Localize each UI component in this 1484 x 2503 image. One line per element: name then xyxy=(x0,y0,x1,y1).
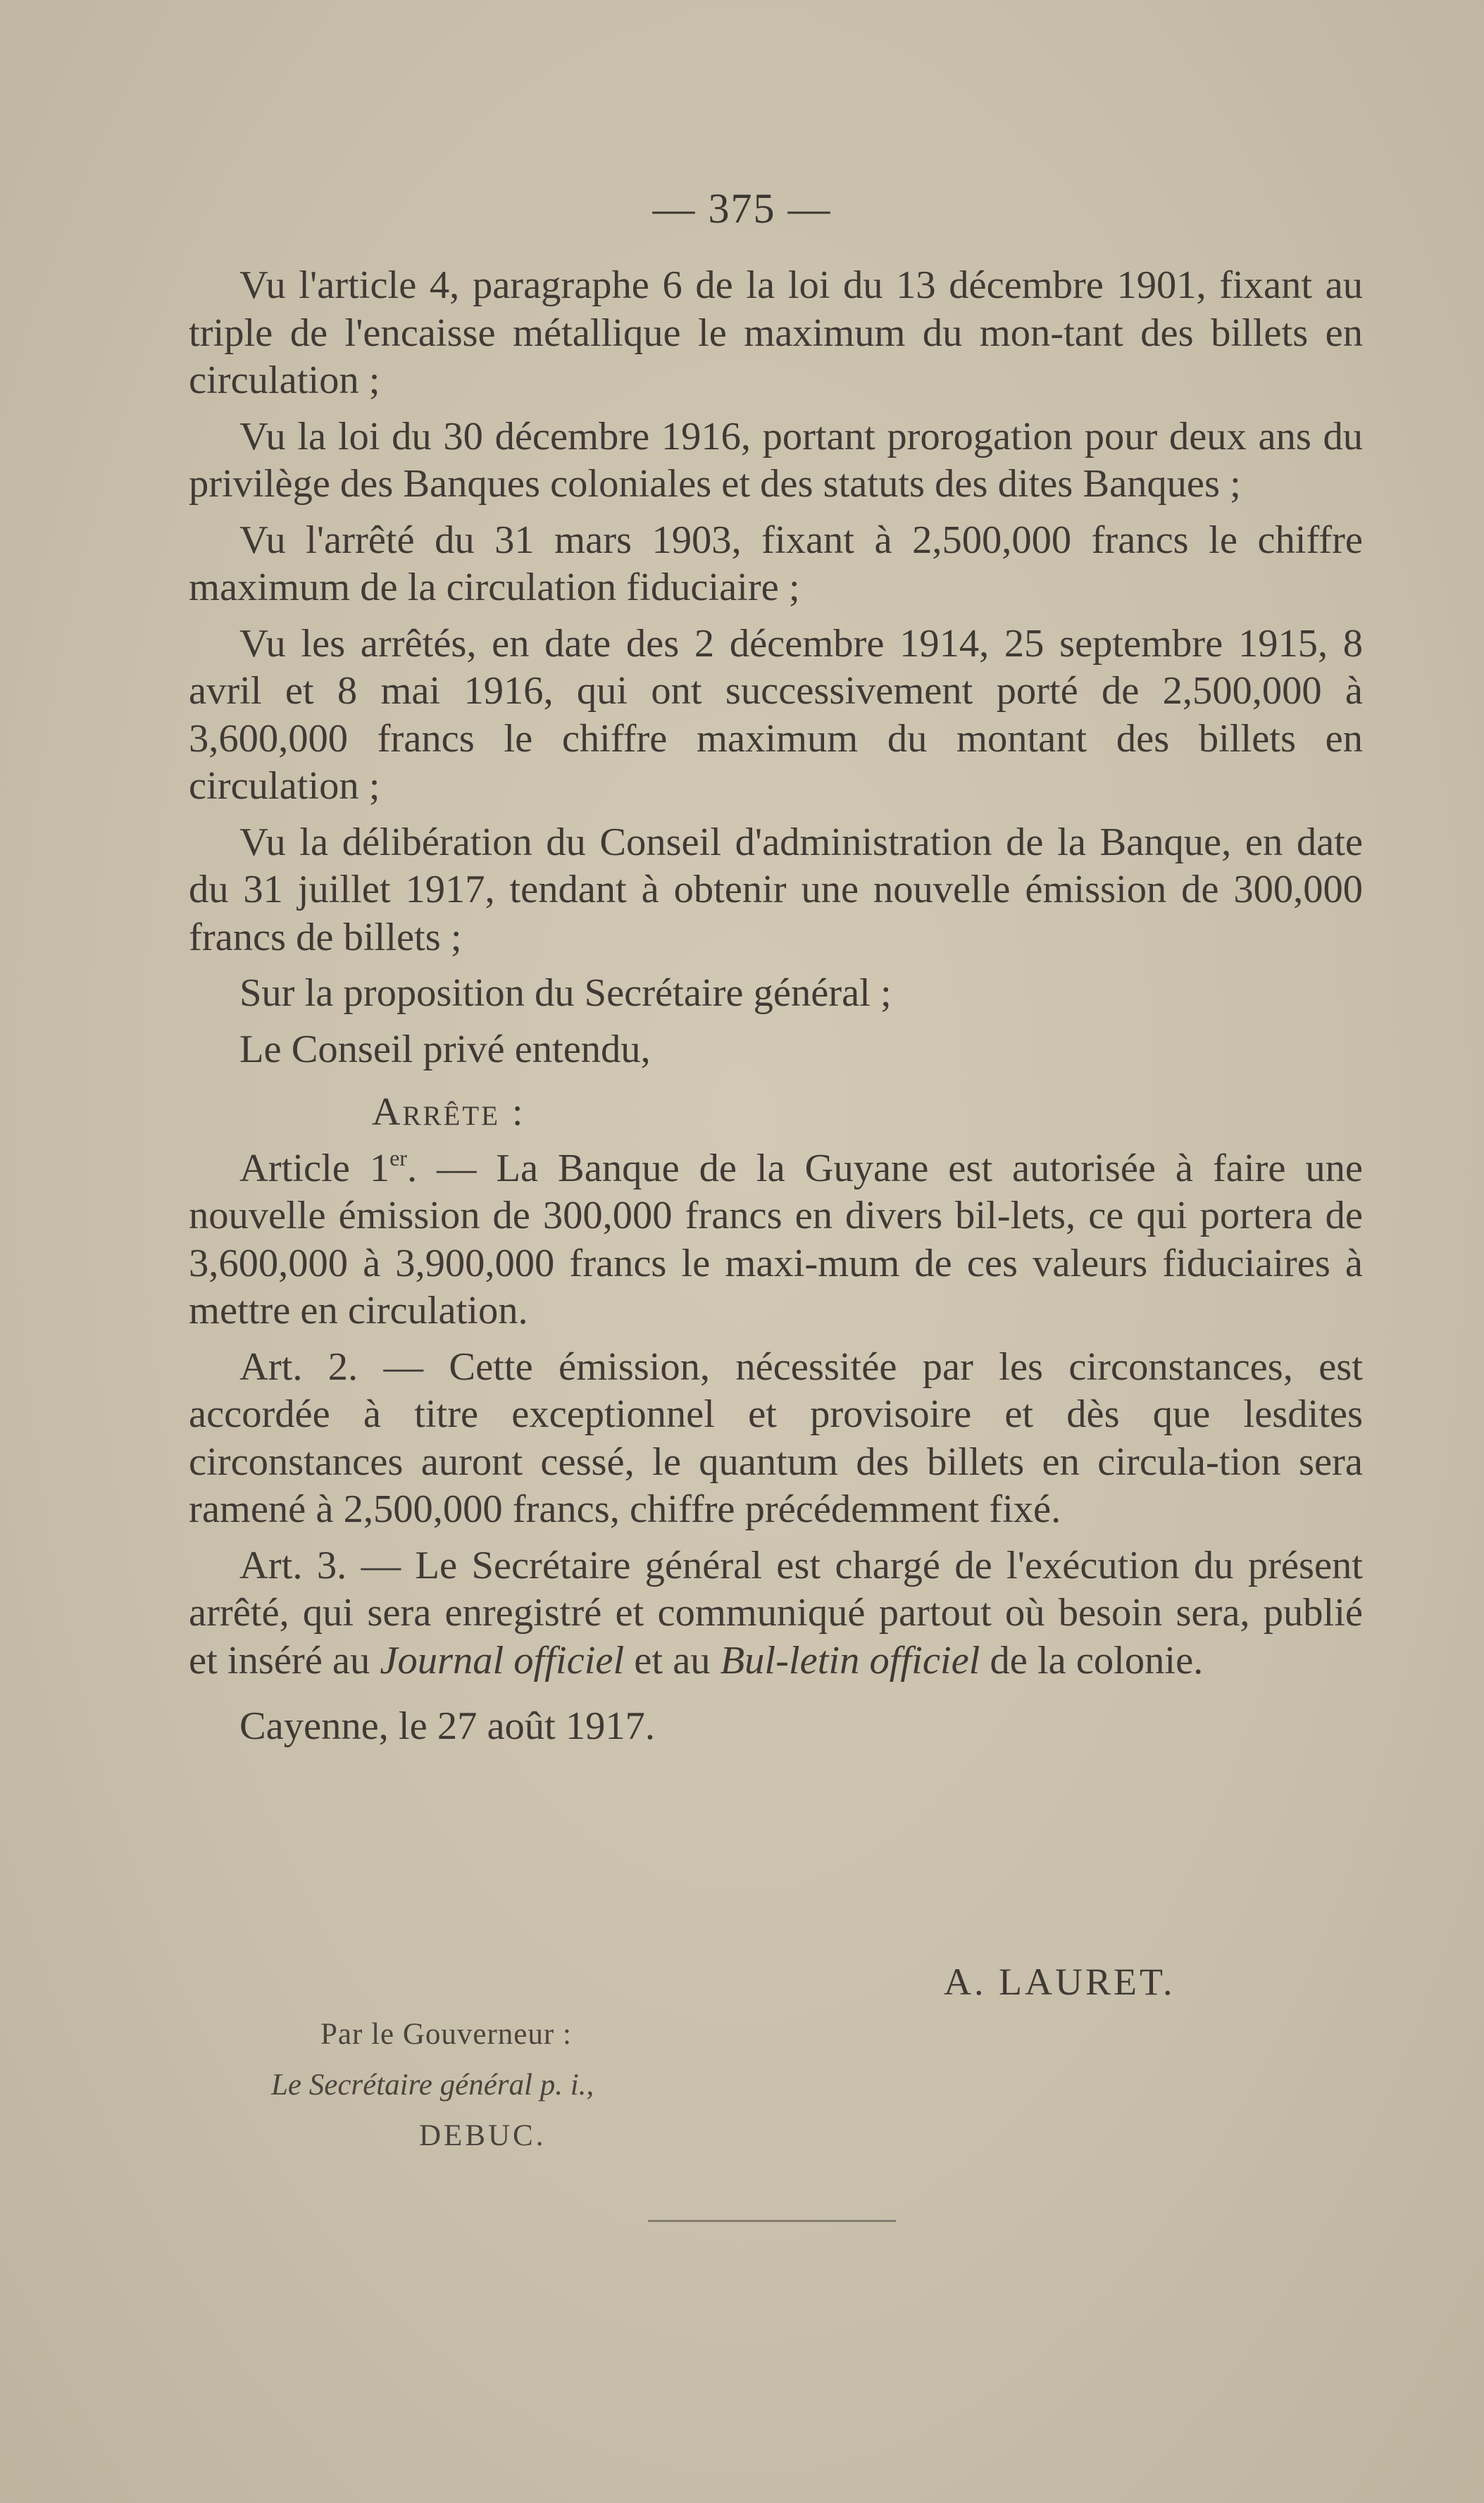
par-le-gouverneur: Par le Gouverneur : xyxy=(320,2018,572,2051)
article-3 xyxy=(189,1542,1363,1685)
paragraph-vu-loi-1916: Vu la loi du 30 décembre 1916, portant prorogation pour deux ans du privilège des Banques coloniales et des statuts des dites Banques ; xyxy=(189,414,1363,506)
paragraph-vu-arrete-1903: Vu l'arrêté du 31 mars 1903, fixant à 2,500,000 francs le chiffre maximum de la circulation fiduciaire ; xyxy=(189,518,1363,609)
paragraph-vu-article-4: Vu l'article 4, paragraphe 6 de la loi du 13 décembre 1901, fixant au triple de l'encaisse métallique le maximum du mon-tant des billets en circulation ; xyxy=(189,263,1363,402)
countersignature-block xyxy=(271,2009,594,2161)
closing-rule xyxy=(648,2220,896,2222)
article-3-text-c: de la colonie. xyxy=(980,1638,1204,1683)
article-1-text: . — La Banque de la Guyane est autorisée à faire une nouvelle émission de 300,000 francs en divers bil-lets, ce qui portera de 3,600,000 à 3,900,000 francs le maxi-mum de ces valeurs fiduciaires à mettre en circulation. xyxy=(189,1146,1363,1332)
article-2: Art. 2. — Cette émission, nécessitée par les circonstances, est accordée à titre exceptionnel et provisoire et dès que lesdites circonstances auront cessé, le quantum des billets en circula-tion sera ramené à 2,500,000 francs, chiffre précédemment fixé. xyxy=(189,1344,1363,1531)
article-3-text-a: Art. 3. — Le Secrétaire général est chargé de l'exécution du présent arrêté, qui sera enregistré et communiqué partout où besoin sera, publié et inséré au xyxy=(189,1543,1363,1683)
paragraph-conseil-prive: Le Conseil privé entendu, xyxy=(239,1027,651,1071)
article-1-label: Article 1 xyxy=(239,1146,390,1190)
article-1-superscript: er xyxy=(389,1144,407,1171)
paragraph-vu-arretes: Vu les arrêtés, en date des 2 décembre 1914, 25 septembre 1915, 8 avril et 8 mai 1916, qui ont successivement porté de 2,500,000 à 3,600,000 francs le chiffre maximum du montant des billets en circulation ; xyxy=(189,621,1363,808)
article-1 xyxy=(189,1145,1363,1335)
countersign-name: DEBUC. xyxy=(419,2119,547,2152)
paragraph-proposition: Sur la proposition du Secrétaire général ; xyxy=(239,971,892,1015)
arrete-heading: Arrête : xyxy=(372,1090,525,1134)
journal-officiel-ref: Journal officiel xyxy=(380,1638,625,1683)
date-line: Cayenne, le 27 août 1917. xyxy=(239,1704,655,1748)
decree-body xyxy=(189,262,1363,1759)
paragraph-vu-deliberation: Vu la délibération du Conseil d'administration de la Banque, en date du 31 juillet 1917, tendant à obtenir une nouvelle émission de 300,000 francs de billets ; xyxy=(189,820,1363,959)
article-3-text-b: et au xyxy=(624,1638,721,1683)
page-number: — 375 — xyxy=(652,185,832,232)
bulletin-officiel-ref: Bul-letin officiel xyxy=(720,1638,980,1683)
secretaire-general-line: Le Secrétaire général p. i., xyxy=(271,2068,594,2102)
signature-lauret: A. LAURET. xyxy=(944,1961,1176,2003)
